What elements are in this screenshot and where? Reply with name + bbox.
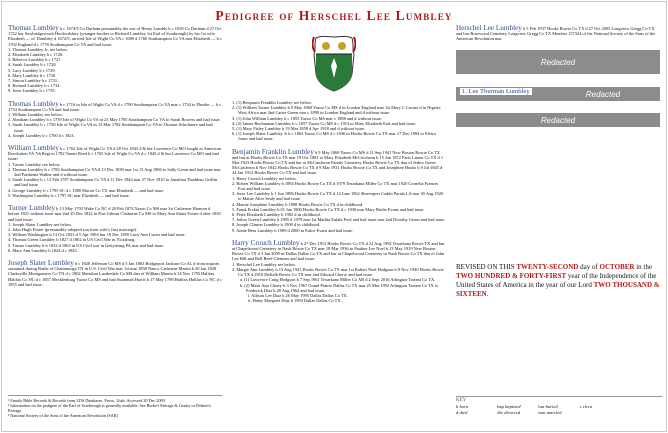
list-item: 5. Lucy Lumbley b c 1729.: [8, 67, 56, 73]
footnote: ² Information on the pedigree of the Earl of Scarbrough is generally available. See Burke's Peerage & Gentry or Debrett's Peerage.: [8, 403, 211, 413]
person-name: Thomas Lumbley: [8, 24, 59, 32]
person-name: Herschel Lee Lumbley: [456, 24, 522, 32]
person-details: b c 1716 in Isle of Wight Co VA d c 1790 Southampton Co VA mar c 1734 to Phoebe — b c 1734 Southampton Co VA and had issue:: [8, 101, 222, 112]
redacted-block: Redacted: [456, 50, 660, 74]
key-entry: [497, 410, 538, 416]
list-item: 9. Jesse Lumbley b c 1735.: [8, 88, 56, 94]
person-details: b 9 May 1860 Yazoo Co MS d 11 Sep 1941 New Boston Bowie Co TX and bur at Hooks Bowie Co TX mar 19 Oct 1882 to Mary Elizabeth McCutcheon b 15 Jun 1872 Paris Lamar Co TX d 1 Mar 1923 Hooks Bowie Co TX and bur at McCutcheon Family Cemetery Hooks Bowie Co TX dau of Jethro Green McCutcheon b Nov 1842 Hooks Bowie Co TX d 9 Mar 1931 Hooks Bowie Co TX and Josephine Hooks b 9 Jul 1845 d 24 Jan 1912 Hooks Bowie Co TX and had issue.: [232, 149, 444, 176]
key-meaning: died: [459, 410, 468, 415]
person-details: b c 1762 Isle of Wight Co VA d 28 Oct 1843 d & bur Lawrence Co MO fought in American Revolution VA 7th Regt m 1782 Tarner Reed b c 1765 Isle of Wight Co VA d c 1845 d & bur Lawrence Co MO and had issue:: [8, 146, 221, 162]
abbreviation-key: [456, 396, 662, 416]
list-subitem: i. Allison Lee Diaz b 26 May 1995 Dallas Dallas Co TX.: [248, 292, 348, 298]
list-item: 5. (1) Mary Fisley Lumbley b 19 Mar 1858 d Apr 1918 and d without issue.: [232, 126, 366, 132]
list-subitem: ii. Haley Margaret Diaz b 1994 Dallas Dallas Co TX.: [248, 298, 342, 304]
key-abbr: bur: [538, 404, 545, 409]
list-item: 2. Abraham Lumbley b c 1759 Isle of Wight Co VA m 23 May 1785 Southampton Co VA to Sarah Bowers and had issue.: [8, 117, 221, 123]
key-entry: [580, 404, 621, 410]
list-item: 2. Robert William Lumbley b 1894 Hooks Bowie Co TX d 1979 Texarkana Miller Co TX mar 1920 Cornelia Frances Fort and had issue.: [232, 180, 439, 192]
key-meaning: married: [546, 410, 562, 415]
footnote: ³ National Society of the Sons of the American Revolution (SAR): [8, 413, 118, 418]
list-item: 4. Joseph Lumbley b c 1760 d c 1821.: [8, 132, 75, 138]
key-label: KEY: [456, 398, 467, 403]
list-item: 8. Joseph Clinton Lumbley b 1908 d in childhood.: [232, 222, 321, 228]
list-subitem: a. (1) Lawrence Craig Hodgson b 7 Sep 1961 Texarkana Miller Co AR d 2 Sept 2016 Arlington Tarrant Co TX.: [240, 277, 436, 283]
list-item: 4. George Lumbley b c 1795 SC d c 1880 Macon Co TX mar Elizabeth — and had issue.: [8, 187, 165, 193]
key-meaning: buried: [545, 404, 558, 409]
column-middle: [232, 100, 446, 311]
key-grid: [456, 404, 662, 416]
revision-year: TWO THOUSAND & SIXTEEN: [456, 281, 660, 298]
redacted-label: Redacted: [585, 89, 621, 99]
list-item: 6. Mary Lumbley b c 1730.: [8, 72, 57, 78]
revision-text: day of: [578, 263, 600, 271]
list-item: 2. (1) William Turner Lumbley b 9 May 1860 Yazoo Co MS d in London England mar 1st Mary C Crouse d in Nigeria West Africa mar 2nd Carrie Green mar c 1899 in London England and d without issue.: [232, 105, 441, 116]
list-item: 3. William Washington b 13 Oct 1823 d 5 Apr 1894 bur 18 Dec 1850 Lucy Ann Lucen and had issue.: [8, 232, 186, 238]
list-item: 3. Jesse Lee Lumbley b 1 Jun 1896 Hooks Bowie Co TX d 14 June 1962 Shreveport Caddo Parish LA mar 30 Aug 1920 to Mattie Alice Sealy and had issue.: [232, 191, 444, 202]
list-item: 5. Frank Erskin Lumbley b 01 Jan 1900 Hooks Bowie Co TX d c 1936 mar Mary Birdie Evans and had issue.: [232, 206, 425, 212]
list-item: 9. Annie Bess Lumbley b 1909 d 2000 m Euloe Evans and had issue.: [232, 227, 354, 233]
column-left: [8, 26, 222, 295]
person-block: [232, 147, 446, 233]
person-block: [232, 238, 446, 304]
person-details: b 5 Feb 1937 Hooks Bowie Co TX d 27 Oct 2005 Longview Gregg Co TX and bur Rosewood Cemetery Longview Gregg Co TX Member 157324 of the National Society of the Sons of the American Revolution mar: [456, 26, 656, 42]
key-meaning: baptised: [504, 404, 521, 409]
children-list: [232, 100, 446, 142]
list-item: 5. Washington Lumbley b c 1797 SC mar Elizabeth — and had issue.: [8, 192, 130, 198]
person-name: Benjamin Franklin Lumbley: [232, 147, 314, 156]
list-item: 1. Herschel Lee Lumbley see below.: [232, 261, 296, 267]
list-item: 1. (1) Benjamin Franklin Lumbley see below.: [232, 100, 312, 105]
person-block: [8, 26, 222, 94]
list-item: 1. Joseph Slater Lumbley see below.: [8, 221, 72, 227]
list-subitem: b. (2) Marti Ann Cherry b 3 Nov 1967 Grand Prairie Dallas Co TX mar 25 Mar 1992 Arlington Tarrant Co TX to Frederick Diaz b 28 Aug 1964 and had issue.: [240, 282, 439, 293]
revision-month: OCTOBER: [599, 263, 635, 271]
list-item: 5. Turner Lumbley b b 1832 d 1863 in US Civil war in Gettysburg PA mar and had issue.: [8, 242, 165, 248]
key-meaning: divorced: [504, 410, 521, 415]
revision-text: in the: [634, 263, 652, 271]
key-entry: [456, 410, 497, 416]
revision-text: REVISED ON THIS: [456, 263, 517, 271]
person-details: b 13 May 1793 Wake Co NC d 20 Feb 1874 Yazoo Co MS mar 1st Catherine Harmon d before 1821 without issue mar 2nd 25 Dec 1822 in Port Gibson Claiborne Co MS to Mary Ann Slater Foster d after 1830 and had issue:: [8, 206, 221, 222]
person-block: [8, 146, 222, 198]
revision-day: TWENTY-SECOND: [516, 263, 579, 271]
key-entry: [621, 404, 662, 410]
key-meaning: circa: [582, 404, 593, 409]
list-item: 1. Thomas Lumbley Jr, see below.: [8, 46, 68, 52]
list-item: 6. Mary Ann Lumbley b 1824 d c 1845.: [8, 247, 78, 253]
key-abbr: div: [497, 410, 504, 415]
list-item: 1. William Lumbley see below.: [8, 112, 63, 118]
key-abbr: bap: [497, 404, 504, 409]
list-item: 2. Thomas Lumbley b c 1783 Southampton Co VA d 13 Dec 1839 mar 1st 13 Aug 1806 to Sally Green and had issue mar 2nd Parthenia Walker and d without issue.: [8, 166, 221, 178]
person-block: [8, 258, 222, 287]
key-abbr: c: [579, 404, 582, 409]
person-name: Harry Crouch Lumbley: [232, 238, 300, 247]
person-details: b 27 Dec 1912 Hooks Bowie Co TX d 22 Aug 1992 Texarkana Bowie TX and bur at Chapelwood Cemetery in Nash Bowie Co TX mar 18 Mar 1936 to Pauline Lee Noel b 13 May 1919 New Boston Bowie Co TX d 3 Jan 2005 in Dallas Dallas Co TX and bur at Chapelwood Cemetery in Nash Bowie Co TX dau of John Lee Hill and Bell Reed Clemons and had issue:: [232, 240, 445, 262]
list-item: 2. Margie Ann Lumbley b 15 Aug 1941 Hooks Bowie Co TX mar 1st Robert Noel Hodgson b 8 Nov 1940 Hooks Bowie Co TX d 2010 DeKalb Bowie Co TX mar 2nd Edward Cherry and had issue:: [232, 266, 444, 278]
list-item: 2. Elizabeth Lumbley b c 1726.: [8, 52, 64, 58]
person-block: [8, 99, 222, 138]
heraldic-shield-icon: [312, 34, 356, 92]
list-item: 8. Richard Lumbley b c 1734.: [8, 83, 61, 89]
list-item: 7. Simon Lumbley b c 1731.: [8, 78, 59, 84]
list-item: 6. Perla Elizabeth Lumbley b 1902 d in childhood.: [232, 212, 321, 218]
list-item: 7. Jethro Green Lumbley b 1905 d 1979 mar 1st Martha Eulala Pool and had issue mar 2nd Dorothy Green and had issue.: [232, 217, 446, 223]
list-item: 2. John Hugh Foster (presumably adopted son from wife's first marriage).: [8, 226, 138, 232]
list-item: 4. (2) James Buchannan Lumbley b c 1857 Yazoo Co MS d c 1914 m Mary Elizabeth Earl and had issue.: [232, 120, 417, 126]
page-title: Pedigree of Herschel Lee Lumbley: [215, 8, 453, 23]
list-item: 4. Sarah Lumbley b c 1728.: [8, 62, 57, 68]
person-block: [8, 206, 222, 253]
list-item: 3. (1) John William Lumbley b c 1855 Yazoo Co MS mar c 1888 and d without issue.: [232, 115, 382, 121]
list-item: 6. (1) Joseph Slater Lumbley Jr b c 1862 Yazoo Co MS d c 1946 in Hooks Bowie Co TX mar 17 Dec 1884 to Elvira Jones and had issue.: [232, 131, 436, 142]
revision-statement: [456, 263, 662, 299]
key-entry: [538, 410, 579, 416]
revision-independence-year: TWO HUNDRED & FORTY-FIRST: [456, 272, 567, 280]
column-right: [456, 26, 661, 42]
person-name: Thomas Lumbley: [8, 99, 59, 108]
list-item: 3. Sarah Lumbley b c 12 Feb 1787 Southampton Co VA d 11 Dec 1844 mar 27 Nov 1810 to Jonathan Thaddeus Griffin and had issue.: [8, 177, 218, 188]
person-name: Turner Lumbley: [8, 204, 56, 213]
list-item: 1. Turner Lumbley see below.: [8, 161, 61, 167]
key-abbr: mar: [538, 410, 546, 415]
revision-text: .: [486, 290, 489, 298]
footnotes: [8, 395, 222, 418]
person-name: Joseph Slater Lumbley: [8, 258, 74, 267]
list-item: 1. Harry Crouch Lumbley see below.: [232, 175, 297, 181]
person-details: b c 1674/5 Co Durham presumably the son of Henry Lumbly b c 1658 Co Durham d 27 Oct 1722 bur Sawbridgeworth Hertfordshire (younger brother to Richard Lumbley 1st Earl of Scarbrough) by his 1st wife Elizabeth — of Thimbley d 1674/5; arrived Isle of Wight Co VA c 1689 d 1760 Southampton Co VA mar Elizabeth — b c 1702 England d c 1778 Southampton Co VA and had issue:: [8, 26, 222, 47]
child-name: 1. Lee Thurman Lumbley: [462, 88, 530, 95]
footnote: ¹ Family Bible Records & Records from LDS Databases. Provo, Utah. Accessed 30 Dec 2009.: [8, 398, 166, 403]
revision-text: year of the Independence of the United States of America in the year of our Lord: [456, 272, 657, 289]
key-abbr: b: [456, 404, 459, 409]
redacted-block: Redacted: [456, 113, 660, 127]
person-name: William Lumbley: [8, 144, 60, 153]
list-item: 4. Mamie Josephine Lumbley b 1898 Hooks Bowie Co TX d in childhood.: [232, 201, 364, 207]
list-item: 3. Rebecca Lumbley b c 1727.: [8, 57, 62, 63]
list-item: 3. Sarah Lumbley b c 1758 Isle of Wight Co VA m 13 Mar 1782 Southampton Co VA to Thomas Scholmore and had issue.: [8, 122, 213, 133]
key-abbr: d: [456, 410, 459, 415]
person-details: b c 1828 Jefferson Co MS d 5 Jan 1863 Bridgeport Jackson Co AL d from injuries sustained during Battle of Chattanooga TN in U.S. Civil War mar 1st mar 1858 Nancy Catherine Martin b 20 Jan 1828 Clarksville Montgomery Co TN d c 1902 Meridian Lauderdale Co MS dau of William Martin b 14 Nov 1795 Halifax Halifax Co NC d c 1857 Mecklenburg Yazoo Co MS and had Susannah Harris b 17 May 1798 Halifax Halifax Co NC d c 1855 and had issue:: [8, 260, 222, 287]
list-item: 4. Thomas Green Lumbley b 1827 d 1862 in US Civil War in Vicksburg.: [8, 237, 136, 243]
key-meaning: born: [459, 404, 469, 409]
